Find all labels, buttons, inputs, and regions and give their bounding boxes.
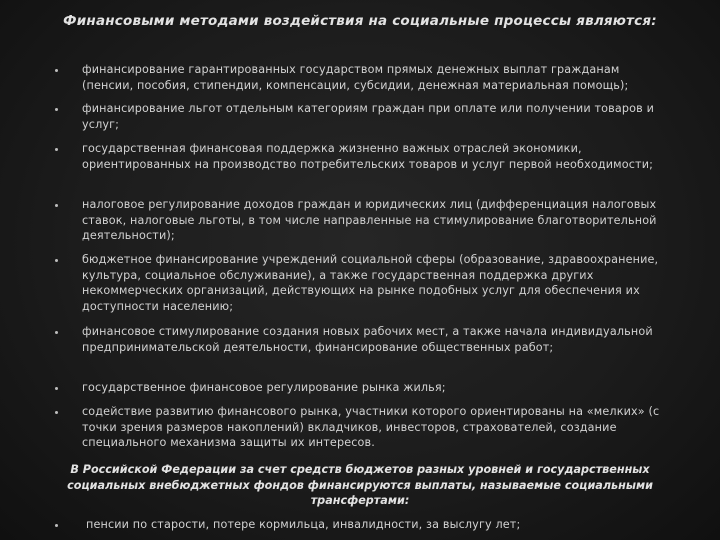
list-item-text: налоговое регулирование доходов граждан и юридических лиц (дифференциация налоговых ставок, налоговые льготы, в том числе направленные на стимулирование благотворительной деятельности); — [82, 198, 657, 243]
list-item-text: государственное финансовое регулирование рынка жилья; — [82, 381, 446, 394]
bullet-icon — [55, 259, 58, 262]
list-item-text: финансирование гарантированных государством прямых денежных выплат гражданам (пенсии, пособия, стипендии, компенсации, субсидии, денежная материальная помощь); — [82, 63, 629, 92]
bullet-icon — [55, 204, 58, 207]
bullet-icon — [55, 148, 58, 151]
bullet-icon — [55, 108, 58, 111]
list-item-text: государственная финансовая поддержка жизненно важных отраслей экономики, ориентированных на производство потребительских товаров и услуг первой необходимости; — [82, 142, 654, 171]
list-item-text: финансовое стимулирование создания новых рабочих мест, а также начала индивидуальной предпринимательской деятельности, финансирование общественных работ; — [82, 325, 653, 354]
summary-text: В Российской Федерации за счет средств бюджетов разных уровней и государственных социальных внебюджетных фондов финансируются выплаты, называемые социальными трансфертами: — [67, 463, 653, 507]
list-item-text: содействие развитию финансового рынка, участники которого ориентированы на «мелких» (с точки зрения размеров накоплений) вкладчиков, инвесторов, страхователей, создание специального механизма защиты их интересов. — [82, 405, 660, 450]
bullet-icon — [55, 331, 58, 334]
bullet-icon — [55, 411, 58, 414]
list-item-text: пенсии по старости, потере кормильца, инвалидности, за выслугу лет; — [86, 518, 521, 531]
bullet-icon — [55, 387, 58, 390]
bullet-icon — [55, 69, 58, 72]
list-item-text: бюджетное финансирование учреждений социальной сферы (образование, здравоохранение, культура, социальное обслуживание), а также государственная поддержка других некоммерческих организаций, действующих на рынке подобных услуг для обеспечения их доступности населению; — [82, 253, 659, 313]
bullet-icon — [55, 524, 58, 527]
slide-title: Финансовыми методами воздействия на социальные процессы являются: — [63, 13, 657, 29]
list-item-text: финансирование льгот отдельным категориям граждан при оплате или получении товаров и услуг; — [82, 102, 655, 131]
